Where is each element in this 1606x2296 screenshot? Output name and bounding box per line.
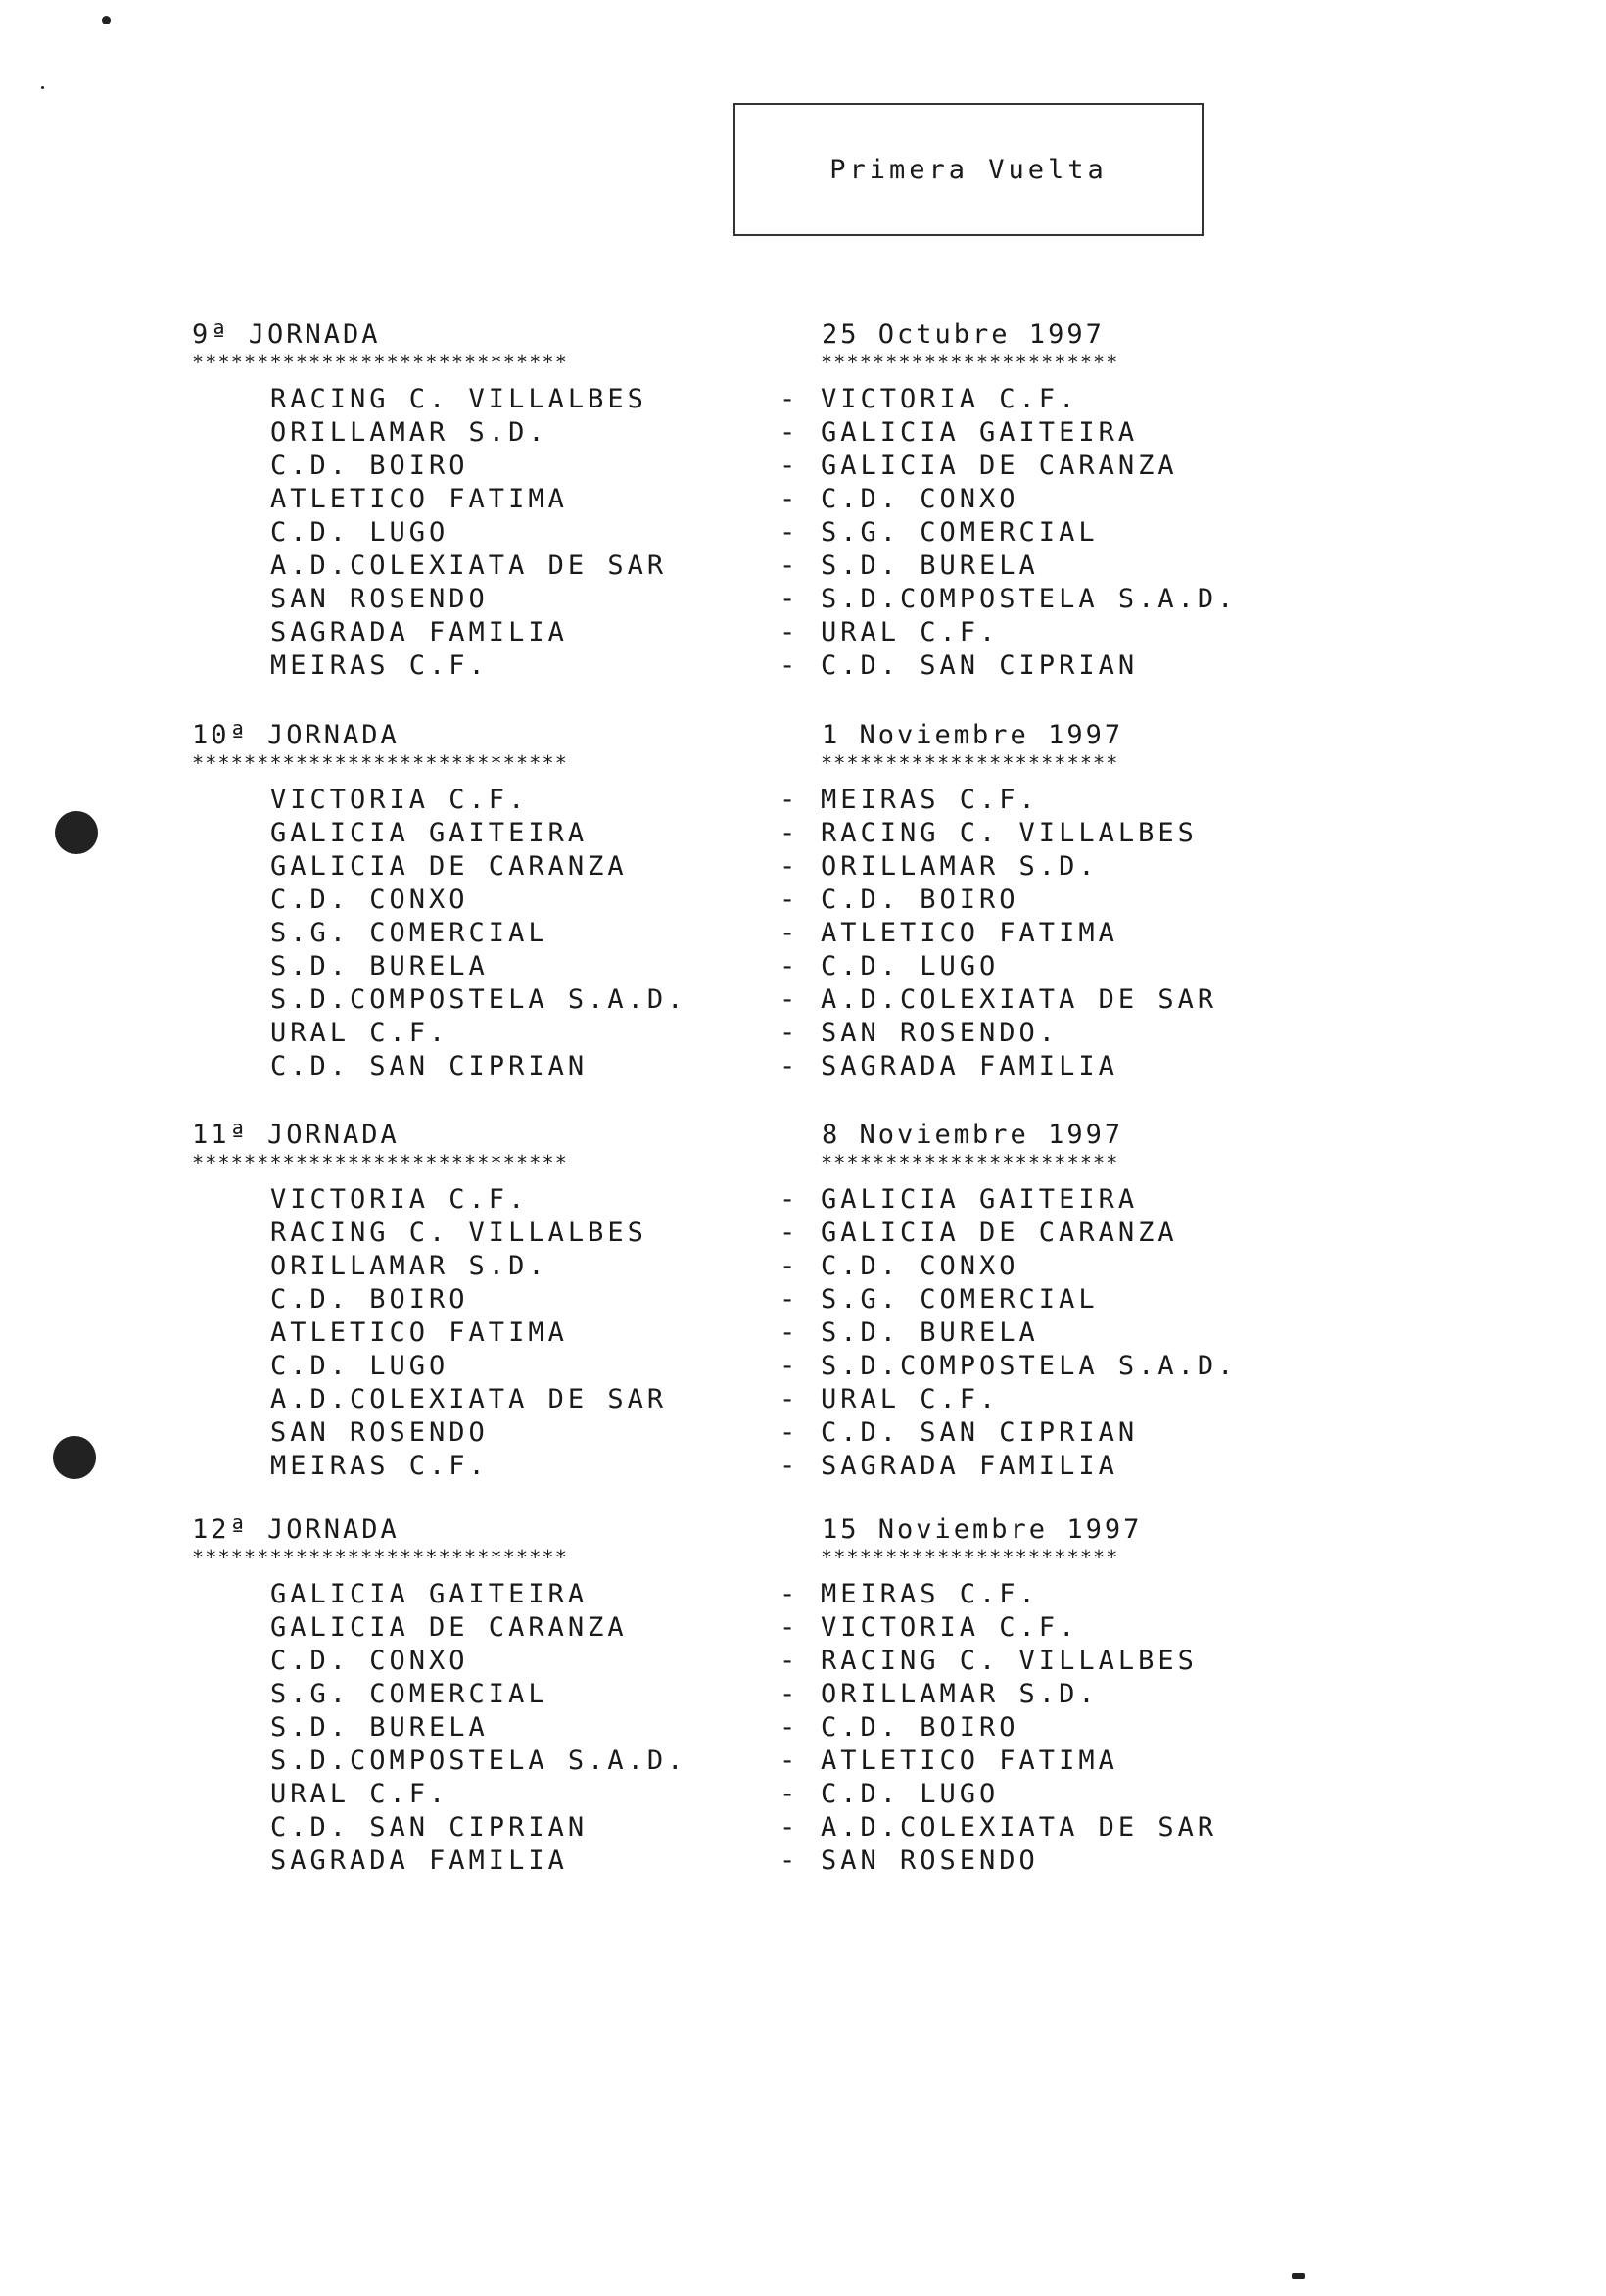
home-team: MEIRAS C.F.: [270, 1451, 489, 1481]
away-team: C.D. CONXO: [821, 484, 1019, 514]
match-row: [0, 384, 1606, 417]
match-row: [0, 1746, 1606, 1779]
asterisk-rule-left: *****************************: [192, 351, 568, 374]
versus-dash: -: [779, 1646, 796, 1676]
home-team: VICTORIA C.F.: [270, 785, 529, 815]
home-team: URAL C.F.: [270, 1779, 449, 1809]
versus-dash: -: [779, 1317, 796, 1348]
away-team: C.D. BOIRO: [821, 885, 1019, 915]
away-team: S.D.COMPOSTELA S.A.D.: [821, 584, 1238, 614]
match-row: [0, 1779, 1606, 1812]
jornada-label: 12ª JORNADA: [192, 1514, 400, 1545]
jornada-label: 9ª JORNADA: [192, 319, 381, 350]
home-team: ORILLAMAR S.D.: [270, 417, 548, 448]
versus-dash: -: [779, 1812, 796, 1842]
match-row: [0, 1712, 1606, 1746]
away-team: C.D. SAN CIPRIAN: [821, 1417, 1139, 1448]
jornada-label: 11ª JORNADA: [192, 1120, 400, 1150]
away-team: VICTORIA C.F.: [821, 384, 1079, 414]
versus-dash: -: [779, 984, 796, 1015]
round-header: [0, 720, 1606, 775]
versus-dash: -: [779, 584, 796, 614]
versus-dash: -: [779, 851, 796, 882]
versus-dash: -: [779, 384, 796, 414]
match-row: [0, 484, 1606, 517]
away-team: ATLETICO FATIMA: [821, 1746, 1118, 1776]
match-row: [0, 1317, 1606, 1351]
match-row: [0, 1812, 1606, 1845]
match-row: [0, 1646, 1606, 1679]
versus-dash: -: [779, 1184, 796, 1215]
round-date: 1 Noviembre 1997: [822, 720, 1124, 750]
away-team: S.D.COMPOSTELA S.A.D.: [821, 1351, 1238, 1381]
versus-dash: -: [779, 918, 796, 948]
versus-dash: -: [779, 517, 796, 548]
page-title: Primera Vuelta: [829, 154, 1108, 185]
title-box: [733, 103, 1204, 236]
match-row: [0, 650, 1606, 684]
home-team: SAGRADA FAMILIA: [270, 617, 568, 647]
match-row: [0, 1351, 1606, 1384]
away-team: C.D. CONXO: [821, 1251, 1019, 1281]
versus-dash: -: [779, 1351, 796, 1381]
home-team: C.D. BOIRO: [270, 1284, 469, 1315]
home-team: SAN ROSENDO: [270, 1417, 489, 1448]
round-date: 15 Noviembre 1997: [822, 1514, 1143, 1545]
match-row: [0, 818, 1606, 851]
versus-dash: -: [779, 550, 796, 581]
round-header: [0, 319, 1606, 374]
match-list: [0, 1184, 1606, 1484]
away-team: S.G. COMERCIAL: [821, 517, 1099, 548]
home-team: S.D.COMPOSTELA S.A.D.: [270, 984, 687, 1015]
home-team: C.D. LUGO: [270, 1351, 449, 1381]
home-team: C.D. BOIRO: [270, 451, 469, 481]
versus-dash: -: [779, 1051, 796, 1081]
versus-dash: -: [779, 785, 796, 815]
home-team: SAN ROSENDO: [270, 584, 489, 614]
match-list: [0, 1579, 1606, 1879]
versus-dash: -: [779, 650, 796, 681]
round-date: 25 Octubre 1997: [822, 319, 1105, 350]
match-row: [0, 1451, 1606, 1484]
match-row: [0, 951, 1606, 984]
away-team: SAN ROSENDO: [821, 1845, 1039, 1876]
match-row: [0, 1284, 1606, 1317]
asterisk-rule-right: ***********************: [821, 751, 1119, 775]
asterisk-rule-left: *****************************: [192, 751, 568, 775]
asterisk-rule-left: *****************************: [192, 1151, 568, 1174]
away-team: C.D. LUGO: [821, 951, 1000, 981]
home-team: C.D. SAN CIPRIAN: [270, 1051, 589, 1081]
away-team: MEIRAS C.F.: [821, 785, 1039, 815]
versus-dash: -: [779, 1218, 796, 1248]
round-header: [0, 1514, 1606, 1569]
home-team: URAL C.F.: [270, 1018, 449, 1048]
match-list: [0, 785, 1606, 1084]
home-team: VICTORIA C.F.: [270, 1184, 529, 1215]
away-team: VICTORIA C.F.: [821, 1612, 1079, 1643]
match-row: [0, 918, 1606, 951]
home-team: RACING C. VILLALBES: [270, 1218, 647, 1248]
versus-dash: -: [779, 1779, 796, 1809]
away-team: URAL C.F.: [821, 617, 1000, 647]
home-team: S.G. COMERCIAL: [270, 918, 548, 948]
away-team: RACING C. VILLALBES: [821, 1646, 1198, 1676]
away-team: SAGRADA FAMILIA: [821, 1051, 1118, 1081]
versus-dash: -: [779, 451, 796, 481]
asterisk-rule-left: *****************************: [192, 1546, 568, 1569]
versus-dash: -: [779, 1384, 796, 1414]
match-row: [0, 451, 1606, 484]
home-team: SAGRADA FAMILIA: [270, 1845, 568, 1876]
versus-dash: -: [779, 1018, 796, 1048]
match-row: [0, 617, 1606, 650]
versus-dash: -: [779, 1845, 796, 1876]
match-row: [0, 517, 1606, 550]
away-team: GALICIA GAITEIRA: [821, 1184, 1139, 1215]
home-team: GALICIA DE CARANZA: [270, 851, 628, 882]
match-row: [0, 1251, 1606, 1284]
home-team: C.D. SAN CIPRIAN: [270, 1812, 589, 1842]
scan-speck: [102, 16, 111, 24]
versus-dash: -: [779, 484, 796, 514]
home-team: A.D.COLEXIATA DE SAR: [270, 550, 668, 581]
away-team: URAL C.F.: [821, 1384, 1000, 1414]
match-row: [0, 1679, 1606, 1712]
match-row: [0, 1579, 1606, 1612]
away-team: S.D. BURELA: [821, 550, 1039, 581]
away-team: ATLETICO FATIMA: [821, 918, 1118, 948]
away-team: RACING C. VILLALBES: [821, 818, 1198, 848]
asterisk-rule-right: ***********************: [821, 1546, 1119, 1569]
asterisk-rule-right: ***********************: [821, 1151, 1119, 1174]
match-row: [0, 1218, 1606, 1251]
away-team: SAGRADA FAMILIA: [821, 1451, 1118, 1481]
match-row: [0, 785, 1606, 818]
away-team: MEIRAS C.F.: [821, 1579, 1039, 1609]
round-header: [0, 1120, 1606, 1174]
versus-dash: -: [779, 818, 796, 848]
away-team: GALICIA GAITEIRA: [821, 417, 1139, 448]
home-team: S.D. BURELA: [270, 1712, 489, 1743]
match-row: [0, 417, 1606, 451]
match-row: [0, 1184, 1606, 1218]
versus-dash: -: [779, 617, 796, 647]
match-row: [0, 550, 1606, 584]
home-team: MEIRAS C.F.: [270, 650, 489, 681]
match-row: [0, 1845, 1606, 1879]
away-team: ORILLAMAR S.D.: [821, 851, 1099, 882]
home-team: C.D. CONXO: [270, 1646, 469, 1676]
away-team: C.D. SAN CIPRIAN: [821, 650, 1139, 681]
home-team: GALICIA GAITEIRA: [270, 818, 589, 848]
scan-speck: [41, 86, 44, 89]
home-team: S.D.COMPOSTELA S.A.D.: [270, 1746, 687, 1776]
versus-dash: -: [779, 417, 796, 448]
versus-dash: -: [779, 1251, 796, 1281]
away-team: A.D.COLEXIATA DE SAR: [821, 984, 1218, 1015]
home-team: ATLETICO FATIMA: [270, 1317, 568, 1348]
home-team: GALICIA DE CARANZA: [270, 1612, 628, 1643]
match-row: [0, 1018, 1606, 1051]
away-team: S.G. COMERCIAL: [821, 1284, 1099, 1315]
home-team: C.D. LUGO: [270, 517, 449, 548]
match-row: [0, 584, 1606, 617]
home-team: S.D. BURELA: [270, 951, 489, 981]
versus-dash: -: [779, 1451, 796, 1481]
away-team: SAN ROSENDO.: [821, 1018, 1060, 1048]
away-team: A.D.COLEXIATA DE SAR: [821, 1812, 1218, 1842]
match-list: [0, 384, 1606, 684]
versus-dash: -: [779, 1712, 796, 1743]
versus-dash: -: [779, 1679, 796, 1709]
home-team: ATLETICO FATIMA: [270, 484, 568, 514]
match-row: [0, 1384, 1606, 1417]
round-date: 8 Noviembre 1997: [822, 1120, 1124, 1150]
match-row: [0, 1612, 1606, 1646]
home-team: RACING C. VILLALBES: [270, 384, 647, 414]
home-team: S.G. COMERCIAL: [270, 1679, 548, 1709]
away-team: GALICIA DE CARANZA: [821, 1218, 1178, 1248]
scan-speck: [1292, 2273, 1305, 2279]
home-team: C.D. CONXO: [270, 885, 469, 915]
match-row: [0, 885, 1606, 918]
home-team: ORILLAMAR S.D.: [270, 1251, 548, 1281]
match-row: [0, 851, 1606, 885]
versus-dash: -: [779, 1284, 796, 1315]
away-team: S.D. BURELA: [821, 1317, 1039, 1348]
match-row: [0, 1051, 1606, 1084]
versus-dash: -: [779, 1746, 796, 1776]
versus-dash: -: [779, 1417, 796, 1448]
away-team: C.D. LUGO: [821, 1779, 1000, 1809]
home-team: A.D.COLEXIATA DE SAR: [270, 1384, 668, 1414]
asterisk-rule-right: ***********************: [821, 351, 1119, 374]
away-team: C.D. BOIRO: [821, 1712, 1019, 1743]
jornada-label: 10ª JORNADA: [192, 720, 400, 750]
versus-dash: -: [779, 951, 796, 981]
away-team: ORILLAMAR S.D.: [821, 1679, 1099, 1709]
match-row: [0, 1417, 1606, 1451]
match-row: [0, 984, 1606, 1018]
versus-dash: -: [779, 1612, 796, 1643]
home-team: GALICIA GAITEIRA: [270, 1579, 589, 1609]
versus-dash: -: [779, 1579, 796, 1609]
away-team: GALICIA DE CARANZA: [821, 451, 1178, 481]
versus-dash: -: [779, 885, 796, 915]
